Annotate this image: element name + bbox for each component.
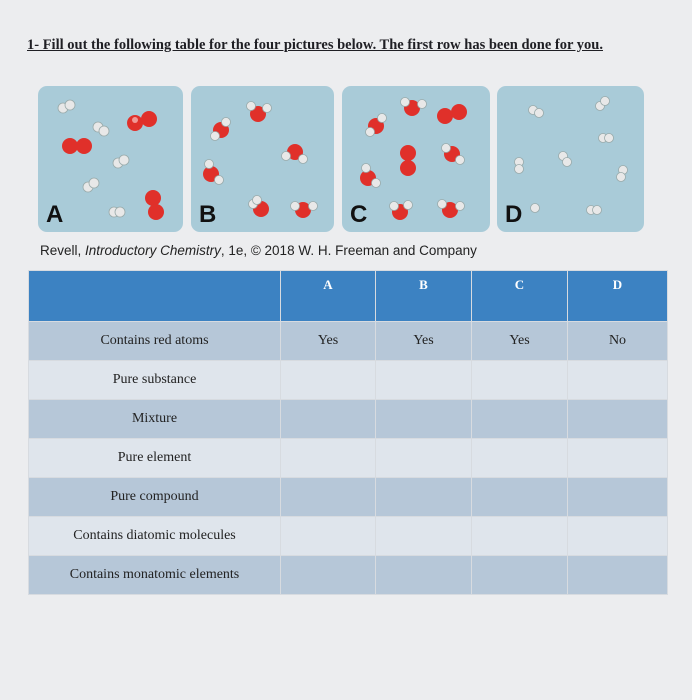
header-b: B [376,271,472,322]
table-row [29,361,668,400]
picture-d [497,86,644,232]
credit-book: Introductory Chemistry [85,243,221,258]
image-credit [40,243,477,258]
cell-d[interactable] [568,400,668,439]
header-a: A [281,271,376,322]
row-label: Pure substance [29,361,281,400]
table-row [29,322,668,361]
row-label: Mixture [29,400,281,439]
cell-c[interactable] [472,517,568,556]
cell-d[interactable] [568,439,668,478]
picture-b [191,86,334,232]
classification-table [28,270,668,595]
cell-b[interactable] [376,400,472,439]
cell-d[interactable] [568,361,668,400]
header-row [29,271,668,322]
table-row [29,439,668,478]
cell-a[interactable] [281,439,376,478]
cell-a[interactable] [281,556,376,595]
table-row [29,400,668,439]
cell-c[interactable] [472,361,568,400]
credit-author: Revell, [40,243,82,258]
cell-b[interactable] [376,439,472,478]
picture-label-b: B [199,201,217,228]
cell-d[interactable] [568,556,668,595]
header-c: C [472,271,568,322]
cell-a[interactable] [281,517,376,556]
cell-b[interactable] [376,478,472,517]
row-label: Contains red atoms [29,322,281,361]
row-label: Pure compound [29,478,281,517]
cell-a[interactable] [281,400,376,439]
picture-label-d: D [505,201,523,228]
credit-rest: , 1e, © 2018 W. H. Freeman and Company [220,243,477,258]
header-d: D [568,271,668,322]
table-row [29,517,668,556]
picture-label-a: A [46,201,64,228]
cell-a[interactable] [281,361,376,400]
cell-c[interactable] [472,556,568,595]
picture-a [38,86,183,232]
instructions: 1- Fill out the following table for the four pictures below. The first row has been done for you. [27,37,603,53]
cell-b[interactable] [376,361,472,400]
cell-a[interactable] [281,478,376,517]
header-blank [29,271,281,322]
row-label: Contains diatomic molecules [29,517,281,556]
row-label: Contains monatomic elements [29,556,281,595]
cell-c[interactable] [472,478,568,517]
cell-d[interactable]: No [568,322,668,361]
cell-c[interactable] [472,400,568,439]
picture-label-c: C [350,201,368,228]
cell-d[interactable] [568,478,668,517]
table-row [29,478,668,517]
cell-c[interactable] [472,439,568,478]
cell-a[interactable]: Yes [281,322,376,361]
cell-b[interactable] [376,556,472,595]
picture-c [342,86,490,232]
row-label: Pure element [29,439,281,478]
table-row [29,556,668,595]
cell-b[interactable] [376,517,472,556]
cell-b[interactable]: Yes [376,322,472,361]
cell-d[interactable] [568,517,668,556]
cell-c[interactable]: Yes [472,322,568,361]
